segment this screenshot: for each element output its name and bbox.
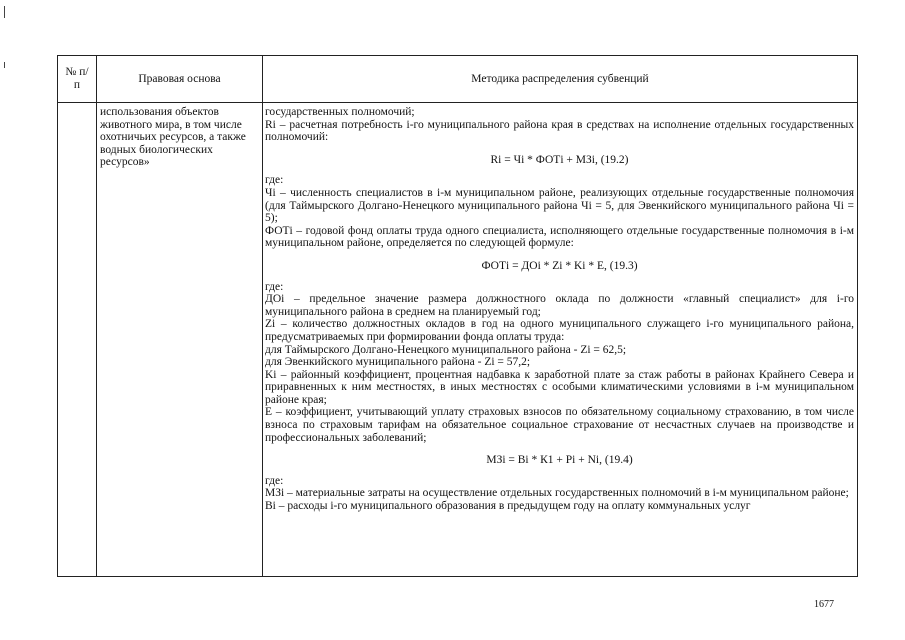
methodology-cell <box>265 106 854 513</box>
methodology-paragraph: Ri – расчетная потребность i-го муниципального района края в средствах на исполнение отдельных государственных полномочий: <box>265 118 854 144</box>
methodology-paragraph: ФОТi – годовой фонд оплаты труда одного специалиста, исполняющего отдельные государственные полномочия в i-м муниципальном районе, определяется по следующей формуле: <box>265 224 854 250</box>
header-methodology-label: Методика распределения субвенций <box>471 72 649 85</box>
methodology-paragraph: для Таймырского Долгано-Ненецкого муниципального района - Zi = 62,5; <box>265 343 627 356</box>
methodology-paragraph: ДОi – предельное значение размера должностного оклада по должности «главный специалист» для i-го муниципального района в среднем на планируемый год; <box>265 293 854 318</box>
header-legal-basis <box>97 56 262 102</box>
formula-line: ФОТi = ДОi * Zi * Ki * E, (19.3) <box>481 259 638 272</box>
header-divider <box>58 102 857 103</box>
header-methodology <box>263 56 857 102</box>
header-num <box>58 56 96 102</box>
formula-line: Ri = Чi * ФОТi + МЗi, (19.2) <box>490 153 629 166</box>
subsidy-table <box>57 55 858 577</box>
methodology-paragraph: МЗi – материальные затраты на осуществление отдельных государственных полномочий в i-м муниципальном районе; <box>265 487 849 500</box>
margin-rule-top <box>4 6 5 18</box>
methodology-paragraph: Вi – расходы i-го муниципального образования в предыдущем году на оплату коммунальных услуг <box>265 500 751 513</box>
header-legal-basis-label: Правовая основа <box>138 72 221 85</box>
formula-line: МЗi = Вi * К1 + Рi + Ni, (19.4) <box>486 454 633 467</box>
column-divider-1 <box>96 56 97 576</box>
methodology-paragraph: где: <box>265 474 284 487</box>
margin-rule-bottom <box>4 62 5 68</box>
page-number: 1677 <box>814 599 834 610</box>
methodology-paragraph: Ki – районный коэффициент, процентная надбавка к заработной плате за стаж работы в районах Крайнего Севера и приравненных к ним местностях, в иных местностях с особыми климатическими условиями в i-м муниципальном районе края; <box>265 368 854 406</box>
methodology-paragraph: где: <box>265 174 284 187</box>
methodology-paragraph: Zi – количество должностных окладов в год на одного муниципального служащего i-го муниципального района, предусматриваемых при формировании фонда оплаты труда: <box>265 318 854 343</box>
column-divider-2 <box>262 56 263 576</box>
methodology-paragraph: где: <box>265 280 284 293</box>
legal-basis-cell: использования объектов животного мира, в том числе охотничьих ресурсов, а также водных биологических ресурсов» <box>100 106 246 169</box>
methodology-paragraph: государственных полномочий; <box>265 106 415 118</box>
header-num-label: № п/п <box>65 66 89 91</box>
methodology-paragraph: Чi – численность специалистов в i-м муниципальном районе, реализующих отдельные государственные полномочия (для Таймырского Долгано-Ненецкого муниципального района Чi = 5, для Эвенкийского муниципального района Чi = 5); <box>265 186 854 225</box>
methodology-paragraph: Е – коэффициент, учитывающий уплату страховых взносов по обязательному социальному страхованию, в том числе взноса по страховым тарифам на обязательное социальное страхование от несчастных случаев на производстве и профессиональных заболеваний; <box>265 406 854 444</box>
methodology-paragraph: для Эвенкийского муниципального района - Zi = 57,2; <box>265 356 531 369</box>
